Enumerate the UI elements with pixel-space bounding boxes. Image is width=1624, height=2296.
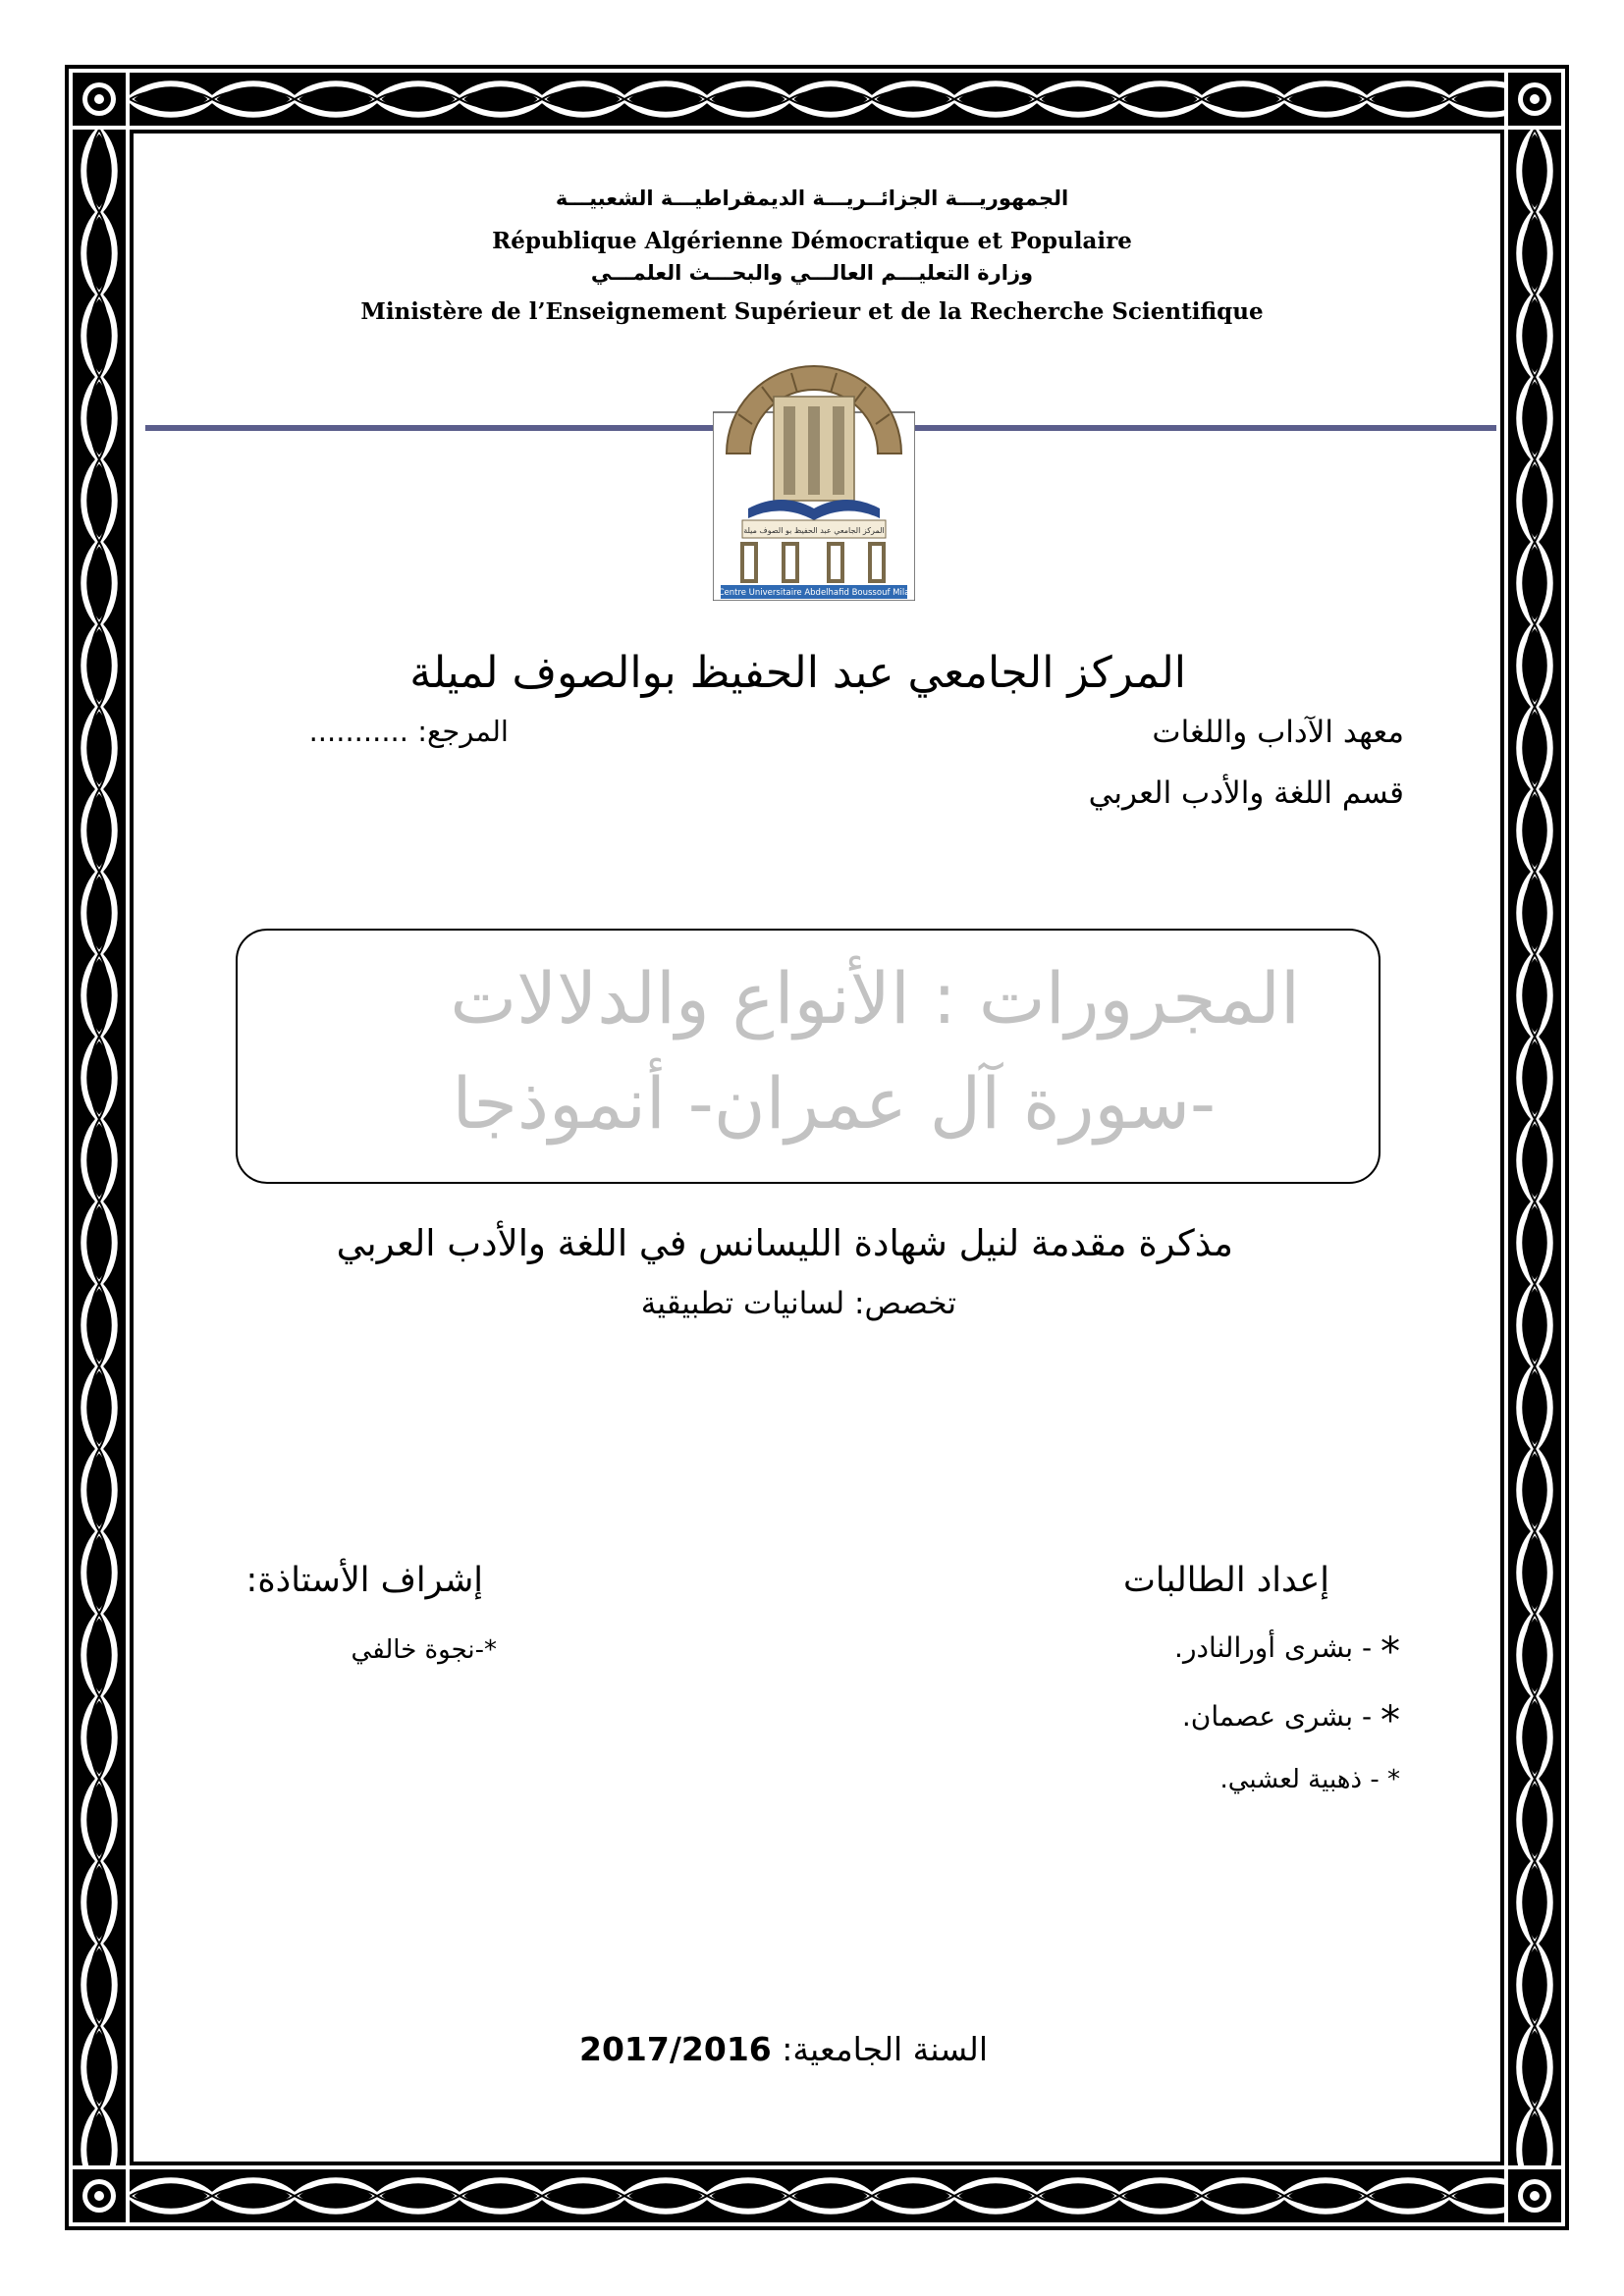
university-name: المركز الجامعي عبد الحفيظ بوالصوف لميلة bbox=[409, 648, 1186, 698]
thesis-title-line2: -سورة آل عمران- أنموذجا bbox=[452, 1062, 1216, 1145]
header-divider-left bbox=[145, 425, 713, 431]
student-name-text: - بشرى عصمان. bbox=[1181, 1700, 1373, 1733]
corner-ornament-icon bbox=[73, 2169, 126, 2222]
header-divider-right bbox=[915, 425, 1496, 431]
student-name-text: - ذهبية لعشبي. bbox=[1219, 1765, 1380, 1794]
corner-ornament-icon bbox=[73, 73, 126, 126]
ministry-name-french: Ministère de l’Enseignement Supérieur et de la Recherche Scientifique bbox=[360, 298, 1264, 325]
border-pattern-right bbox=[1508, 130, 1561, 2165]
student-name bbox=[1182, 1698, 1400, 1743]
specialization: تخصص: لسانيات تطبيقية bbox=[640, 1286, 956, 1321]
institute-name: معهد الآداب واللغات bbox=[1152, 715, 1404, 750]
ministry-name-arabic: وزارة التعليـــم العالـــي والبحـــث العلمـــي bbox=[590, 261, 1034, 285]
university-logo bbox=[713, 316, 915, 601]
prepared-by-label: إعداد الطالبات bbox=[1122, 1561, 1329, 1600]
academic-year bbox=[579, 2030, 988, 2068]
border-pattern-top bbox=[130, 73, 1504, 126]
corner-ornament-icon bbox=[1508, 73, 1561, 126]
thesis-description: مذكرة مقدمة لنيل شهادة الليسانس في اللغة والأدب العربي bbox=[336, 1222, 1233, 1264]
student-name-text: - بشرى أورالنادر. bbox=[1174, 1631, 1373, 1664]
border-pattern-bottom bbox=[130, 2169, 1504, 2222]
academic-year-label: السنة الجامعية: bbox=[782, 2030, 988, 2068]
department-name: قسم اللغة والأدب العربي bbox=[1088, 775, 1404, 811]
thesis-title-line1: المجرورات : الأنواع والدلالات bbox=[450, 957, 1300, 1040]
supervisor-name: *-نجوة خالفي bbox=[351, 1635, 497, 1665]
academic-year-value: 2017/2016 bbox=[579, 2030, 772, 2068]
republic-name-arabic: الجمهوريـــة الجزائــريـــة الديمقراطيـــة الشعبيـــة bbox=[555, 187, 1069, 210]
republic-name-french: République Algérienne Démocratique et Populaire bbox=[492, 228, 1132, 254]
reference-field: المرجع: ........... bbox=[308, 715, 509, 748]
supervision-label: إشراف الأستاذة: bbox=[245, 1561, 483, 1600]
border-pattern-left bbox=[73, 130, 126, 2165]
logo-caption: Centre Universitaire Abdelhafid Boussouf Mila bbox=[718, 588, 910, 598]
student-name bbox=[1219, 1765, 1400, 1794]
bullet-star-icon: * bbox=[1387, 1765, 1400, 1794]
bullet-star-icon: * bbox=[1380, 1629, 1400, 1675]
student-name bbox=[1174, 1629, 1400, 1675]
bullet-star-icon: * bbox=[1380, 1698, 1400, 1743]
corner-ornament-icon bbox=[1508, 2169, 1561, 2222]
logo-banner-text: المركز الجامعي عبد الحفيظ بو الصوف ميلة bbox=[743, 526, 885, 535]
